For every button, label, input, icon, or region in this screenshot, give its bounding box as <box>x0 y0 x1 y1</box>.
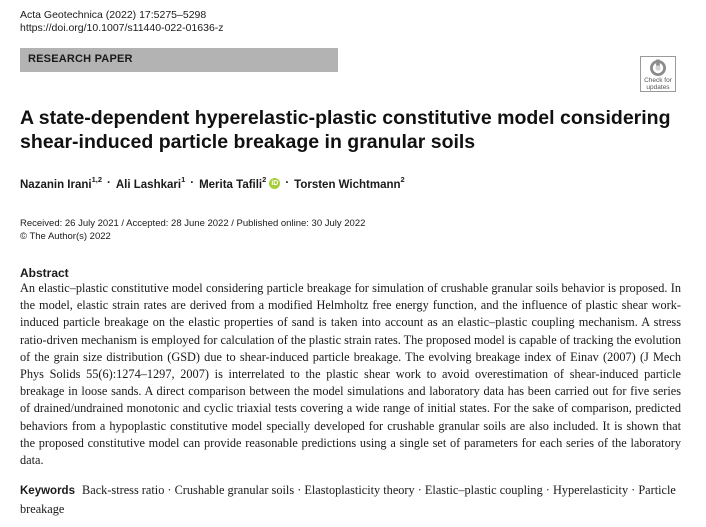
keywords-section <box>20 482 681 518</box>
doi-link[interactable]: https://doi.org/10.1007/s11440-022-01636-z <box>20 22 224 34</box>
article-type-label: RESEARCH PAPER <box>28 53 133 65</box>
author[interactable]: Merita Tafili$^2$ <box>199 175 267 191</box>
author-list <box>20 176 405 191</box>
journal-citation: Acta Geotechnica (2022) 17:5275–5298 <box>20 9 207 21</box>
keywords-heading: Keywords <box>20 485 75 497</box>
author-separator: · <box>107 177 111 190</box>
copyright-line: © The Author(s) 2022 <box>20 231 111 242</box>
check-updates-line1: Check for <box>644 77 672 84</box>
author[interactable]: Nazanin Irani$^{1,2}$ <box>20 175 103 191</box>
author-separator: · <box>190 177 195 190</box>
article-type-banner <box>20 48 338 72</box>
paper-title: A state-dependent hyperelastic-plastic constitutive model considering shear-induced particle breakage in granular soils <box>20 107 671 153</box>
orcid-icon[interactable]: iD <box>271 179 279 187</box>
author[interactable]: Ali Lashkari$^1$ <box>115 175 186 191</box>
author-separator: · <box>285 177 290 190</box>
check-updates-line2: updates <box>646 84 670 91</box>
journal-info <box>20 9 224 35</box>
abstract-heading: Abstract <box>20 266 69 280</box>
check-for-updates-badge[interactable] <box>640 56 676 92</box>
author[interactable]: Torsten Wichtmann$^2$ <box>294 175 405 191</box>
check-updates-icon <box>649 59 667 77</box>
publication-dates <box>20 217 365 243</box>
abstract-body: An elastic–plastic constitutive model considering particle breakage for simulation of crushable granular soils behavior is proposed. In the model, elastic strain rates are derived from a modified Helmholtz free energy function, and the influence of plastic shear work-induced particle breakage on the elastic properties of sand is taken into account as an elastic–plastic coupling mechanism. A stress ratio-driven mechanism is employed for calculation of the plastic strain rates. The proposed model is capable of tracking the evolution of the grain size distribution (GSD) due to shear-induced particle breakage. The evolving breakage index of Einav (2007) (J Mech Phys Solids 55(6):1274–1297, 2007) is interrelated to the plastic shear work to avoid overestimation of shear-induced particle breakage in loose sands. A direct comparison between the model simulations and laboratory data has been carried out for five series of drained/undrained monotonic and cyclic triaxial tests covering a wide range of initial states. For the sake of comparison, predicted behaviors from a hypoplastic constitutive model specially developed for crushable granular soils are also included. It is shown that the proposed constitutive model can provide reasonable predictions using a single set of parameters for each series of the laboratory data. <box>20 281 681 468</box>
dates-line: Received: 26 July 2021 / Accepted: 28 June 2022 / Published online: 30 July 2022 <box>20 218 366 229</box>
keywords-list: Back-stress ratio · Crushable granular soils · Elastoplasticity theory · Elastic–plastic coupling · Hyperelasticity · Particle breakage <box>20 483 676 516</box>
